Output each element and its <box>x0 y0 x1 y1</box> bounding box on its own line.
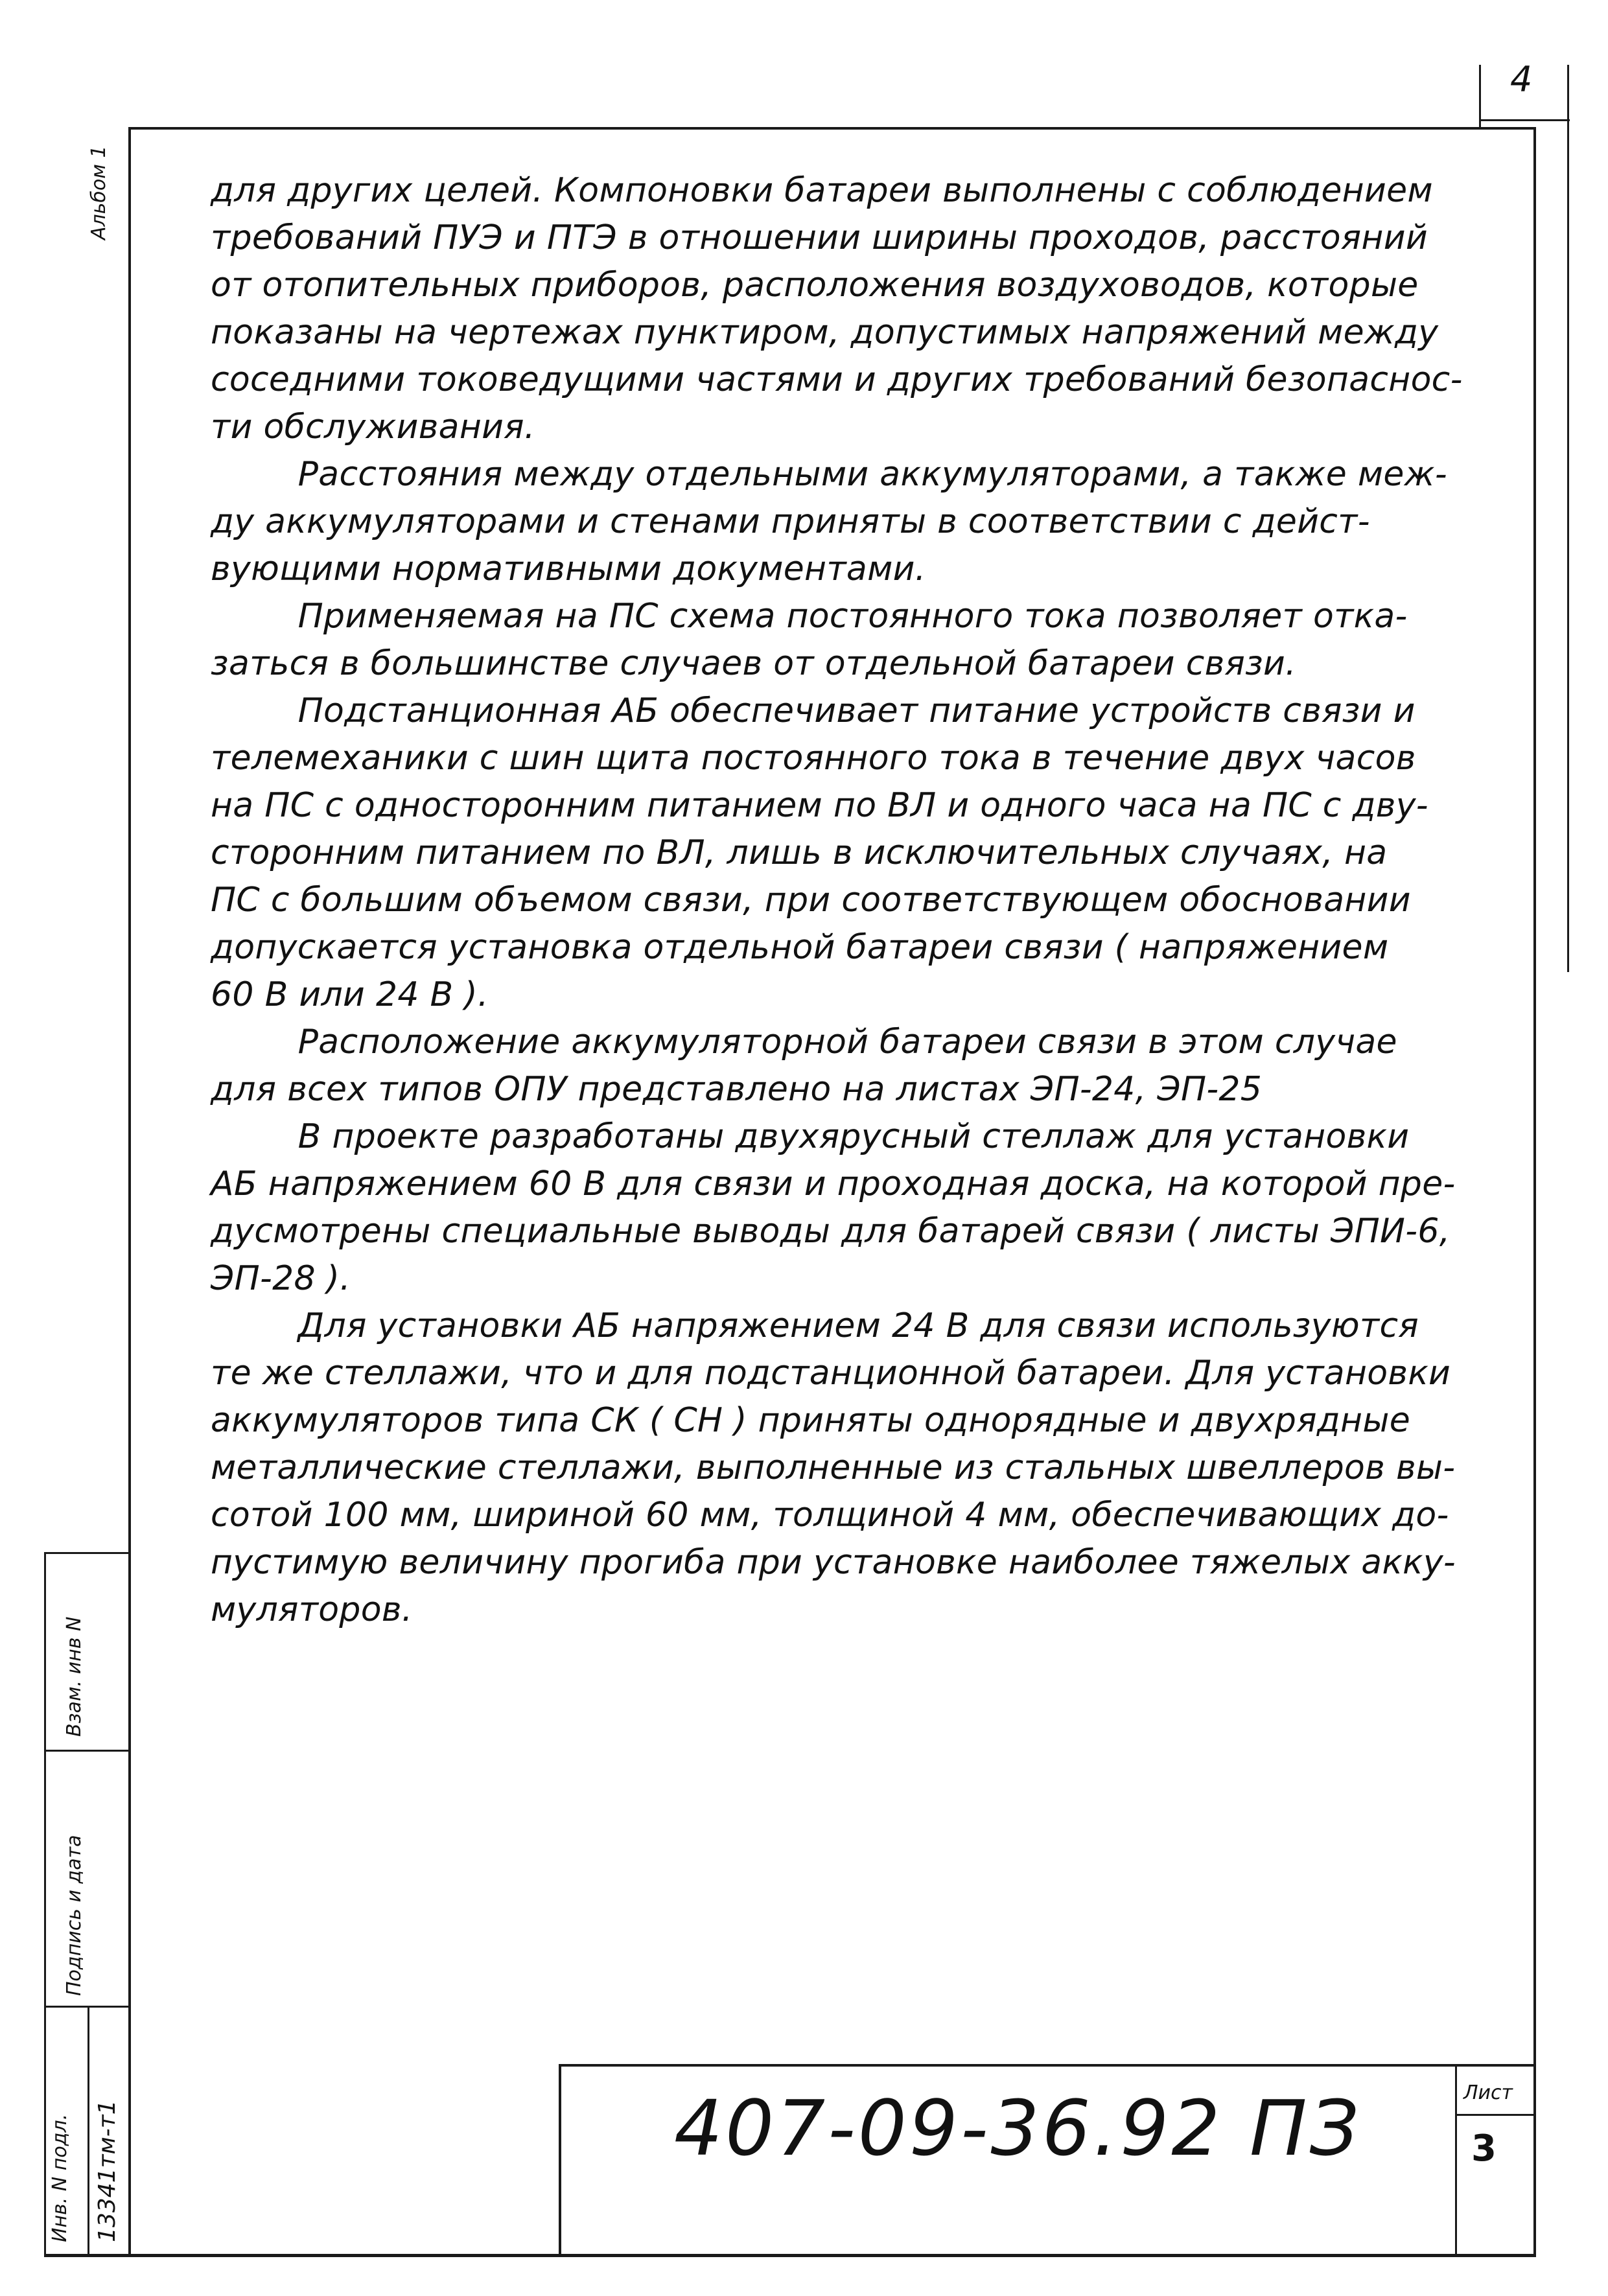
inv-no-label: Инв. N подл. <box>49 2113 71 2242</box>
text-line: Применяемая на ПС схема постоянного тока позволяет отка- <box>211 597 1408 636</box>
frame-left-line <box>128 130 131 2255</box>
text-line: на ПС с односторонним питанием по ВЛ и одного часа на ПС с дву- <box>211 786 1428 825</box>
text-line: ти обслуживания. <box>211 408 535 446</box>
text-line: Подстанционная АБ обеспечивает питание устройств связи и <box>211 691 1416 730</box>
page-number-box-left <box>1479 65 1481 127</box>
text-line: те же стеллажи, что и для подстанционной батареи. Для установки <box>211 1354 1451 1393</box>
album-label: Альбом 1 <box>87 145 110 240</box>
text-line: аккумуляторов типа СК ( СН ) приняты однорядные и двухрядные <box>211 1401 1410 1440</box>
body-text <box>211 167 1494 1634</box>
sign-date-label: Подпись и дата <box>63 1835 86 1996</box>
text-line: 60 В или 24 В ). <box>211 975 489 1014</box>
text-line: показаны на чертежах пунктиром, допустимых напряжений между <box>211 313 1439 352</box>
page-number: 4 <box>1510 59 1533 100</box>
text-line: дусмотрены специальные выводы для батарей связи ( листы ЭПИ-6, <box>211 1212 1451 1251</box>
side-stamp-mid-line <box>87 2006 89 2255</box>
page-number-box-top <box>1479 119 1570 121</box>
text-line: сотой 100 мм, шириной 60 мм, толщиной 4 мм, обеспечивающих до- <box>211 1496 1449 1535</box>
text-line: от отопительных приборов, расположения воздуховодов, которые <box>211 266 1419 305</box>
side-stamp-left-line <box>44 1552 46 2255</box>
sheet-box-left-line <box>1455 2064 1457 2255</box>
text-line: Расстояния между отдельными аккумуляторами, а также меж- <box>211 455 1447 494</box>
sheet-number: 3 <box>1471 2128 1497 2170</box>
side-stamp-divider-2 <box>44 1750 131 1752</box>
text-line: соседними токоведущими частями и других требований безопаснос- <box>211 360 1463 399</box>
inv-no-value: 13341тм-т1 <box>94 2100 121 2242</box>
text-line: металлические стеллажи, выполненные из стальных швеллеров вы- <box>211 1448 1456 1487</box>
document-code: 407-09-36.92 ПЗ <box>674 2083 1362 2173</box>
text-line: АБ напряжением 60 В для связи и проходная доска, на которой пре- <box>211 1165 1456 1203</box>
text-line: В проекте разработаны двухярусный стеллаж для установки <box>211 1117 1410 1156</box>
text-line: ду аккумуляторами и стенами приняты в соответствии с дейст- <box>211 502 1370 541</box>
text-line: сторонним питанием по ВЛ, лишь в исключительных случаях, на <box>211 833 1388 872</box>
frame-top-line <box>128 127 1536 130</box>
text-line: вующими нормативными документами. <box>211 550 926 588</box>
text-line: для других целей. Компоновки батареи выполнены с соблюдением <box>211 171 1433 210</box>
sheet-label: Лист <box>1463 2081 1513 2104</box>
text-line: телемеханики с шин щита постоянного тока в течение двух часов <box>211 739 1416 778</box>
text-line: ЭП-28 ). <box>211 1259 351 1298</box>
outer-right-line <box>1567 65 1569 972</box>
replace-inv-label: Взам. инв N <box>63 1616 86 1737</box>
text-line: муляторов. <box>211 1590 413 1629</box>
text-line: заться в большинстве случаев от отдельной батареи связи. <box>211 644 1296 683</box>
side-stamp-divider-1 <box>44 1552 131 1554</box>
text-line: ПС с большим объемом связи, при соответствующем обосновании <box>211 881 1411 920</box>
text-line: Расположение аккумуляторной батареи связи в этом случае <box>211 1023 1397 1061</box>
text-line: пустимую величину прогиба при установке наиболее тяжелых акку- <box>211 1543 1456 1582</box>
title-block-left-line <box>559 2064 561 2255</box>
frame-bottom-line <box>44 2254 1536 2257</box>
title-block-top-line <box>559 2064 1536 2067</box>
text-line: допускается установка отдельной батареи связи ( напряжением <box>211 928 1389 967</box>
text-line: для всех типов ОПУ представлено на листах ЭП-24, ЭП-25 <box>211 1070 1263 1109</box>
sheet-box-divider <box>1455 2114 1536 2116</box>
text-line: Для установки АБ напряжением 24 В для связи используются <box>211 1306 1419 1345</box>
text-line: требований ПУЭ и ПТЭ в отношении ширины проходов, расстояний <box>211 218 1428 257</box>
frame-right-line <box>1533 127 1536 2255</box>
